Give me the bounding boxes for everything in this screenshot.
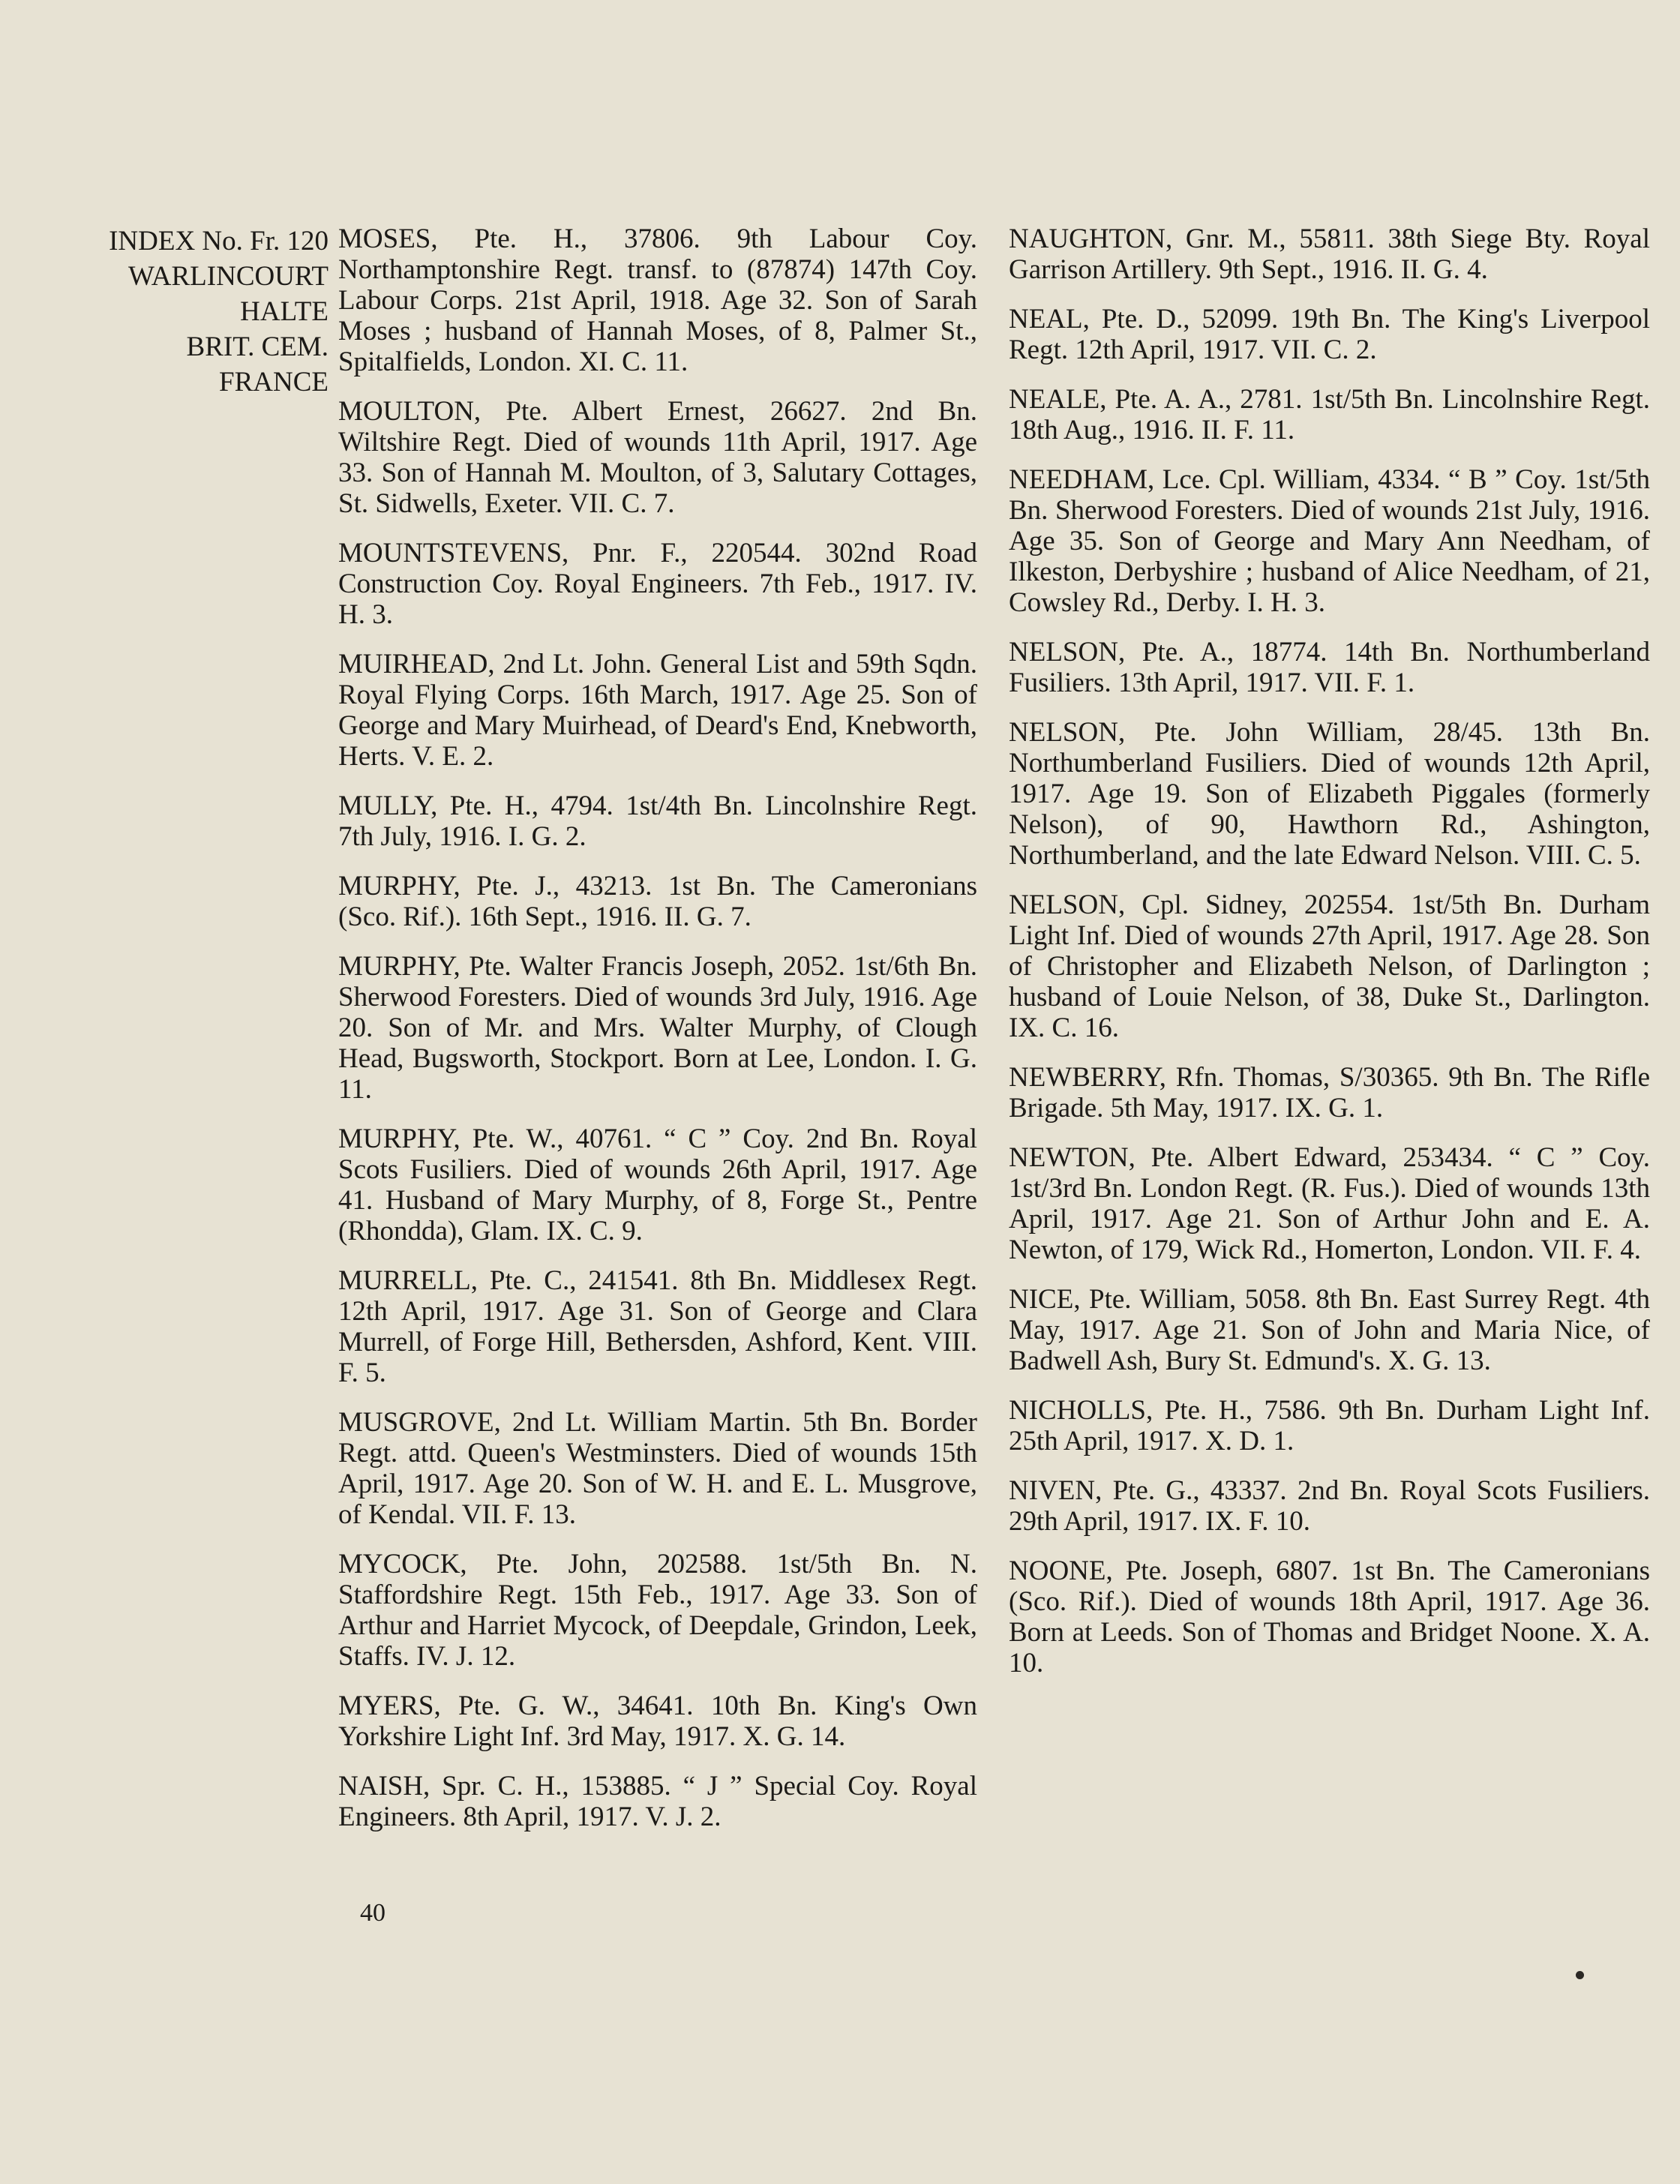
- register-entry: MYERS, Pte. G. W., 34641. 10th Bn. King's Own Yorkshire Light Inf. 3rd May, 1917. X. G. 14.: [338, 1690, 977, 1752]
- register-entry: NEALE, Pte. A. A., 2781. 1st/5th Bn. Lincolnshire Regt. 18th Aug., 1916. II. F. 11.: [1009, 384, 1650, 446]
- register-entry: NEWTON, Pte. Albert Edward, 253434. “ C ” Coy. 1st/3rd Bn. London Regt. (R. Fus.). Died of wounds 13th April, 1917. Age 21. Son of Arthur John and E. A. Newton, of 179, Wick Rd., Homerton, London. VII. F. 4.: [1009, 1142, 1650, 1265]
- register-entry: NICE, Pte. William, 5058. 8th Bn. East Surrey Regt. 4th May, 1917. Age 21. Son of John and Maria Nice, of Badwell Ash, Bury St. Edmund's. X. G. 13.: [1009, 1284, 1650, 1376]
- right-column: [1009, 224, 1650, 1697]
- register-entry: NAISH, Spr. C. H., 153885. “ J ” Special Coy. Royal Engineers. 8th April, 1917. V. J. 2.: [338, 1771, 977, 1832]
- register-entry: MURRELL, Pte. C., 241541. 8th Bn. Middlesex Regt. 12th April, 1917. Age 31. Son of George and Clara Murrell, of Forge Hill, Bethersden, Ashford, Kent. VIII. F. 5.: [338, 1265, 977, 1388]
- cemetery-name-line-3: BRIT. CEM.: [186, 332, 328, 362]
- register-entry: NOONE, Pte. Joseph, 6807. 1st Bn. The Cameronians (Sco. Rif.). Died of wounds 18th April, 1917. Age 36. Born at Leeds. Son of Thomas and Bridget Noone. X. A. 10.: [1009, 1556, 1650, 1678]
- register-entry: NELSON, Pte. A., 18774. 14th Bn. Northumberland Fusiliers. 13th April, 1917. VII. F. 1.: [1009, 637, 1650, 698]
- cemetery-name-line-1: WARLINCOURT: [128, 261, 328, 292]
- left-column: [338, 224, 977, 1851]
- paper-speck: [1576, 1971, 1584, 1979]
- register-entry: MURPHY, Pte. Walter Francis Joseph, 2052. 1st/6th Bn. Sherwood Foresters. Died of wounds 3rd July, 1916. Age 20. Son of Mr. and Mrs. Walter Murphy, of Clough Head, Bugsworth, Stockport. Born at Lee, London. I. G. 11.: [338, 951, 977, 1105]
- cemetery-index-heading: [45, 224, 328, 400]
- register-entry: MOSES, Pte. H., 37806. 9th Labour Coy. Northamptonshire Regt. transf. to (87874) 147th Coy. Labour Corps. 21st April, 1918. Age 32. Son of Sarah Moses ; husband of Hannah Moses, of 8, Palmer St., Spitalfields, London. XI. C. 11.: [338, 224, 977, 377]
- index-number: INDEX No. Fr. 120: [109, 226, 328, 256]
- register-entry: MULLY, Pte. H., 4794. 1st/4th Bn. Lincolnshire Regt. 7th July, 1916. I. G. 2.: [338, 790, 977, 852]
- register-entry: MYCOCK, Pte. John, 202588. 1st/5th Bn. N. Staffordshire Regt. 15th Feb., 1917. Age 33. Son of Arthur and Harriet Mycock, of Deepdale, Grindon, Leek, Staffs. IV. J. 12.: [338, 1549, 977, 1672]
- register-entry: MOULTON, Pte. Albert Ernest, 26627. 2nd Bn. Wiltshire Regt. Died of wounds 11th April, 1917. Age 33. Son of Hannah M. Moulton, of 3, Salutary Cottages, St. Sidwells, Exeter. VII. C. 7.: [338, 396, 977, 519]
- register-entry: NELSON, Cpl. Sidney, 202554. 1st/5th Bn. Durham Light Inf. Died of wounds 27th April, 1917. Age 28. Son of Christopher and Elizabeth Nelson, of Darlington ; husband of Louie Nelson, of 38, Duke St., Darlington. IX. C. 16.: [1009, 890, 1650, 1043]
- register-entry: NELSON, Pte. John William, 28/45. 13th Bn. Northumberland Fusiliers. Died of wounds 12th April, 1917. Age 19. Son of Elizabeth Piggales (formerly Nelson), of 90, Hawthorn Rd., Ashington, Northumberland, and the late Edward Nelson. VIII. C. 5.: [1009, 717, 1650, 871]
- register-entry: NEEDHAM, Lce. Cpl. William, 4334. “ B ” Coy. 1st/5th Bn. Sherwood Foresters. Died of wounds 21st July, 1916. Age 35. Son of George and Mary Ann Needham, of Ilkeston, Derbyshire ; husband of Alice Needham, of 21, Cowsley Rd., Derby. I. H. 3.: [1009, 464, 1650, 618]
- register-entry: MUSGROVE, 2nd Lt. William Martin. 5th Bn. Border Regt. attd. Queen's Westminsters. Died of wounds 15th April, 1917. Age 20. Son of W. H. and E. L. Musgrove, of Kendal. VII. F. 13.: [338, 1407, 977, 1530]
- register-entry: NEAL, Pte. D., 52099. 19th Bn. The King's Liverpool Regt. 12th April, 1917. VII. C. 2.: [1009, 304, 1650, 365]
- register-entry: NICHOLLS, Pte. H., 7586. 9th Bn. Durham Light Inf. 25th April, 1917. X. D. 1.: [1009, 1395, 1650, 1456]
- register-entry: MUIRHEAD, 2nd Lt. John. General List and 59th Sqdn. Royal Flying Corps. 16th March, 1917. Age 25. Son of George and Mary Muirhead, of Deard's End, Knebworth, Herts. V. E. 2.: [338, 649, 977, 772]
- register-entry: MURPHY, Pte. J., 43213. 1st Bn. The Cameronians (Sco. Rif.). 16th Sept., 1916. II. G. 7.: [338, 871, 977, 932]
- page-number: 40: [360, 1899, 386, 1927]
- register-entry: NIVEN, Pte. G., 43337. 2nd Bn. Royal Scots Fusiliers. 29th April, 1917. IX. F. 10.: [1009, 1475, 1650, 1537]
- register-entry: NAUGHTON, Gnr. M., 55811. 38th Siege Bty. Royal Garrison Artillery. 9th Sept., 1916. II. G. 4.: [1009, 224, 1650, 285]
- cemetery-country: FRANCE: [219, 367, 328, 398]
- register-entry: MOUNTSTEVENS, Pnr. F., 220544. 302nd Road Construction Coy. Royal Engineers. 7th Feb., 1917. IV. H. 3.: [338, 538, 977, 630]
- register-entry: NEWBERRY, Rfn. Thomas, S/30365. 9th Bn. The Rifle Brigade. 5th May, 1917. IX. G. 1.: [1009, 1062, 1650, 1124]
- cemetery-name-line-2: HALTE: [240, 296, 328, 327]
- register-entry: MURPHY, Pte. W., 40761. “ C ” Coy. 2nd Bn. Royal Scots Fusiliers. Died of wounds 26th April, 1917. Age 41. Husband of Mary Murphy, of 8, Forge St., Pentre (Rhondda), Glam. IX. C. 9.: [338, 1124, 977, 1246]
